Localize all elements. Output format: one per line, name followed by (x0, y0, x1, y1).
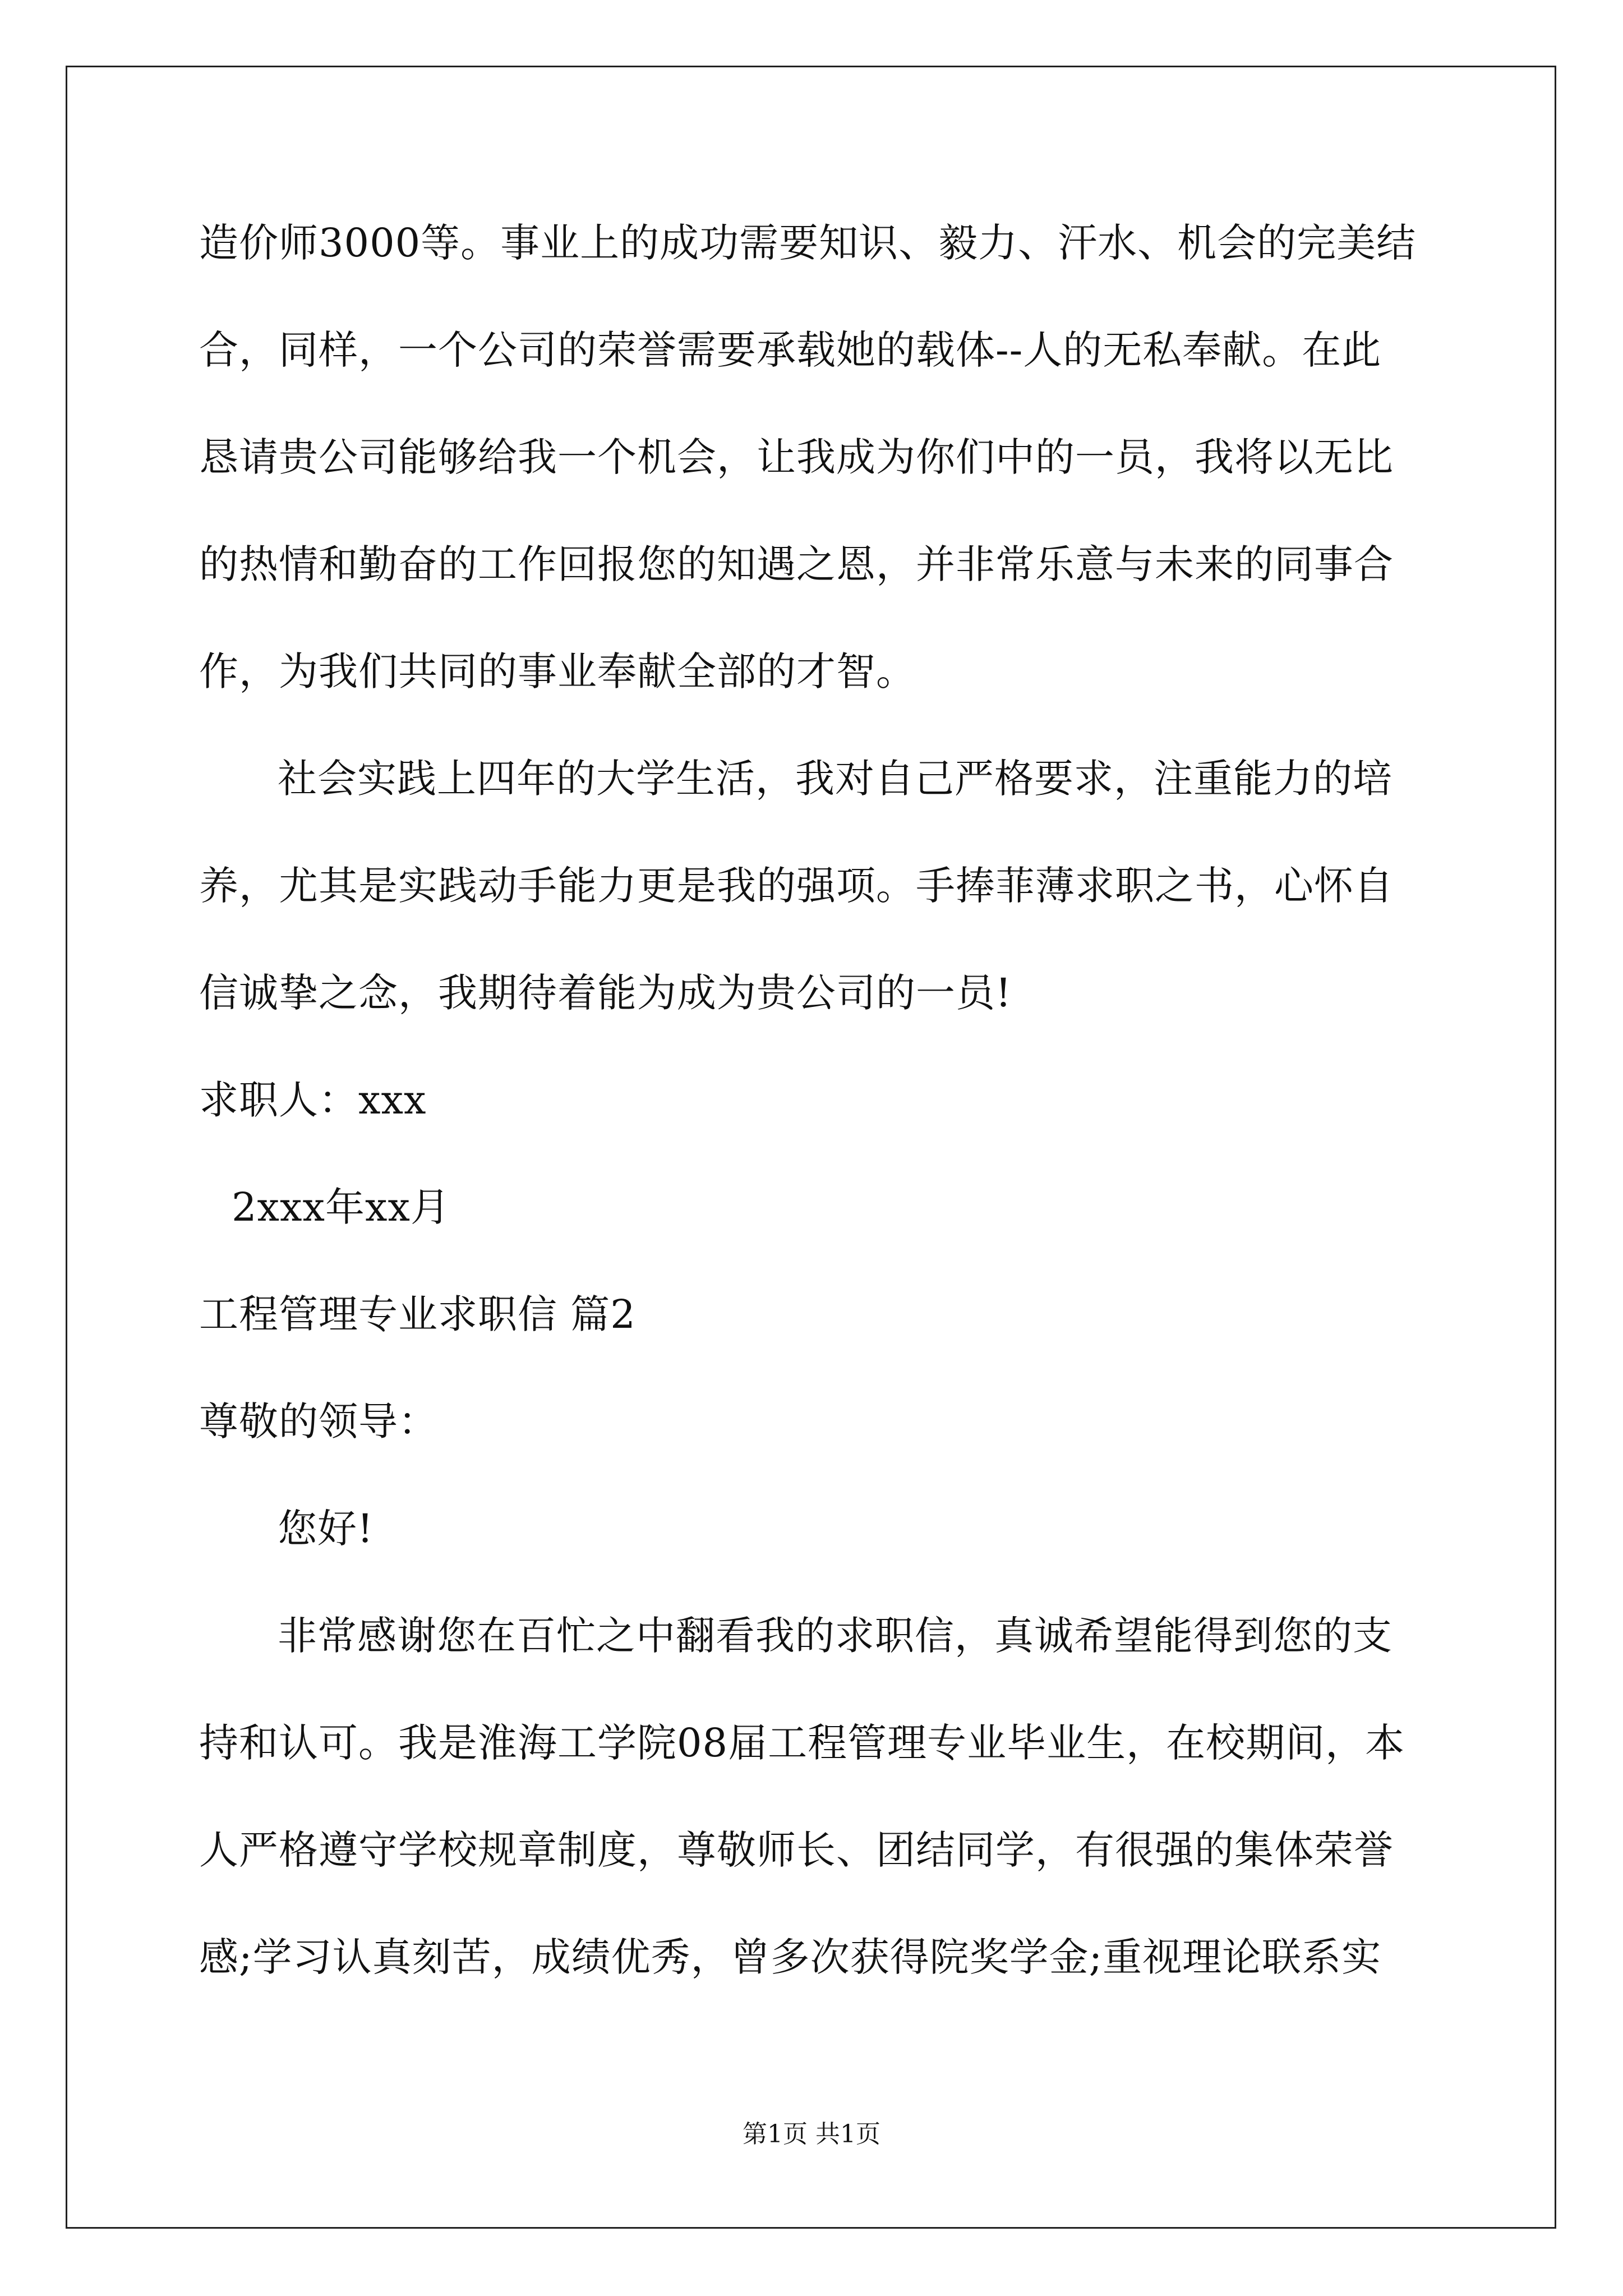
paragraph-line: 信诚挚之念，我期待着能为成为贵公司的一员! (199, 970, 1012, 1016)
paragraph-line: 非常感谢您在百忙之中翻看我的求职信，真诚希望能得到您的支 (278, 1613, 1393, 1659)
paragraph-line: 造价师3000等。事业上的成功需要知识、毅力、汗水、机会的完美结 (199, 220, 1417, 266)
document-body (199, 216, 1430, 2037)
greeting: 您好! (278, 1506, 374, 1552)
paragraph-line: 恳请贵公司能够给我一个机会，让我成为你们中的一员，我将以无比 (199, 434, 1394, 480)
section-heading: 工程管理专业求职信 篇2 (199, 1291, 636, 1337)
letter-date: 2xxx年xx月 (232, 1184, 450, 1230)
paragraph-line: 的热情和勤奋的工作回报您的知遇之恩，并非常乐意与未来的同事合 (199, 541, 1394, 587)
paragraph-line: 社会实践上四年的大学生活，我对自己严格要求，注重能力的培 (278, 756, 1393, 802)
paragraph-line: 养，尤其是实践动手能力更是我的强项。手捧菲薄求职之书，心怀自 (199, 863, 1394, 909)
paragraph-line: 感;学习认真刻苦，成绩优秀，曾多次获得院奖学金;重视理论联系实 (199, 1934, 1382, 1980)
salutation: 尊敬的领导： (199, 1398, 438, 1444)
paragraph-line: 人严格遵守学校规章制度，尊敬师长、团结同学，有很强的集体荣誉 (199, 1827, 1394, 1873)
applicant-signature: 求职人：xxx (199, 1077, 427, 1123)
paragraph-line: 持和认可。我是淮海工学院08届工程管理专业毕业生，在校期间，本 (199, 1720, 1405, 1766)
paragraph-line: 合，同样，一个公司的荣誉需要承载她的载体--人的无私奉献。在此 (199, 327, 1382, 373)
paragraph-line: 作，为我们共同的事业奉献全部的才智。 (199, 648, 916, 694)
page-number-footer: 第1页 共1页 (743, 2120, 880, 2148)
